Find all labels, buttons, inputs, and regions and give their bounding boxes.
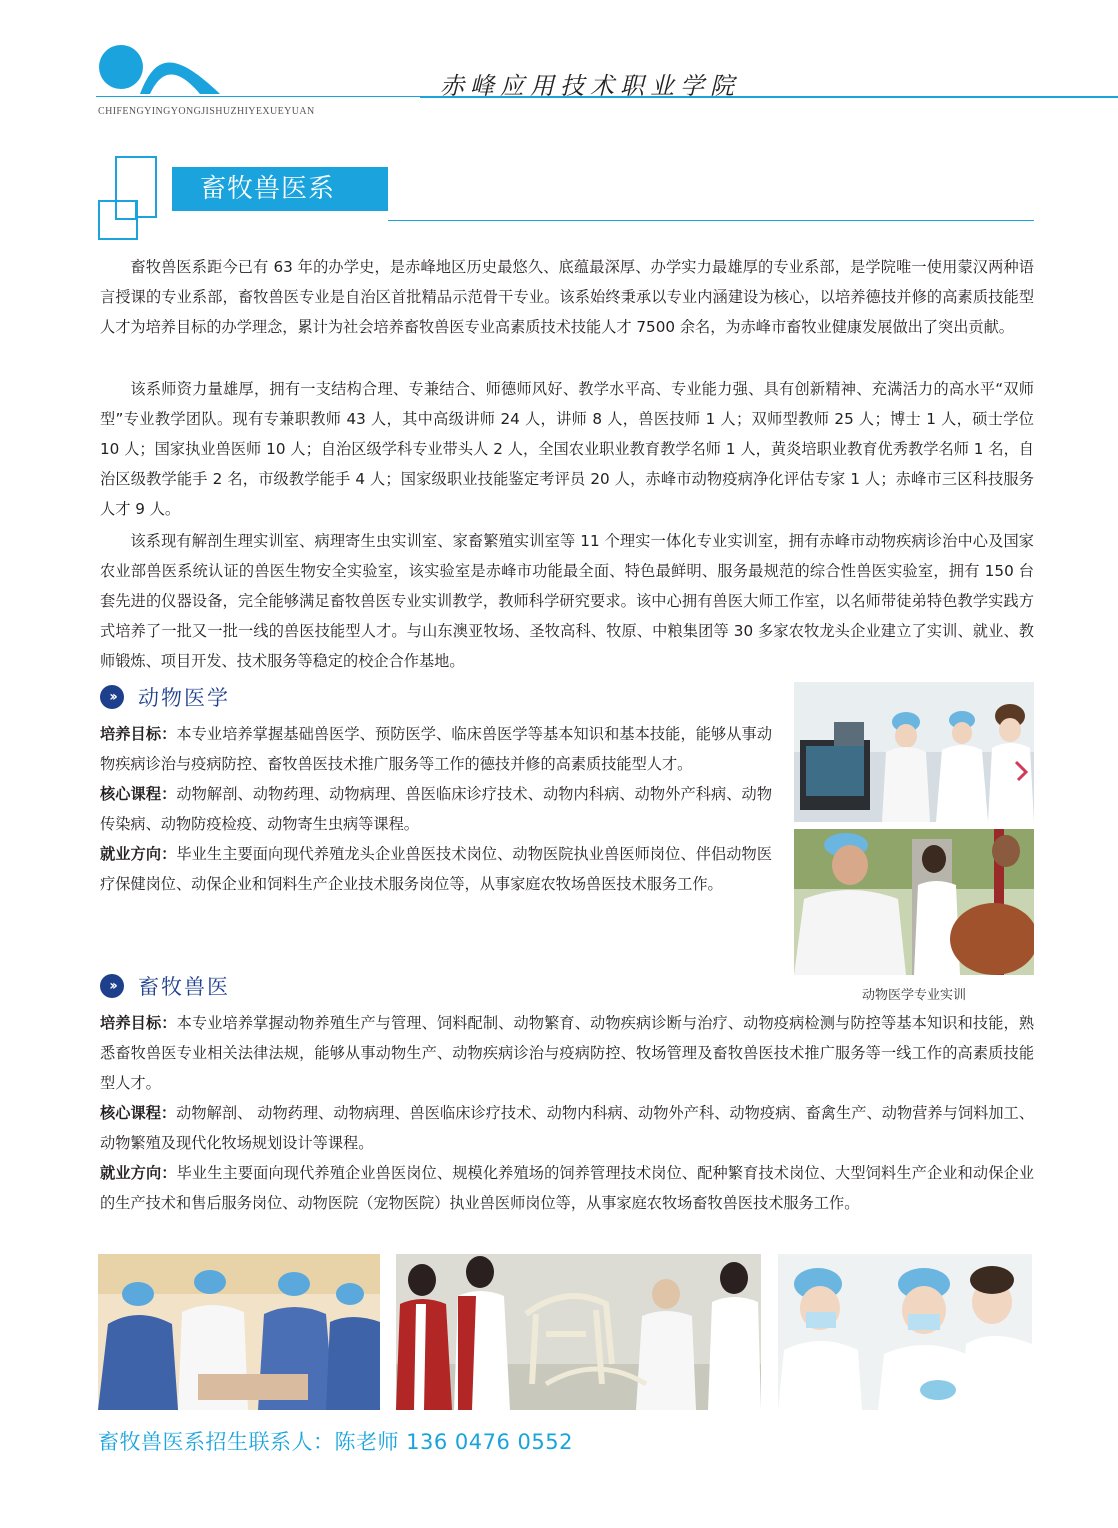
courses-text: 动物解剖、动物药理、动物病理、兽医临床诊疗技术、动物内科病、动物外产科病、动物传染病、动物防疫检疫、动物寄生虫病等课程。 (100, 785, 773, 833)
jobs-label: 就业方向： (100, 1164, 177, 1182)
school-logo (96, 42, 426, 98)
courses-text: 动物解剖、 动物药理、动物病理、兽医临床诊疗技术、动物内科病、动物外产科、动物疫病、畜禽生产、动物营养与饲料加工、动物繁殖及现代化牧场规划设计等课程。 (100, 1104, 1035, 1152)
intro-paragraph: 该系现有解剖生理实训室、病理寄生虫实训室、家畜繁殖实训室等 11 个理实一体化专业实训室，拥有赤峰市动物疾病诊治中心及国家农业部兽医系统认证的兽医生物安全实验室，该实验室是赤峰市功能最全面、特色最鲜明、服务最规范的综合性兽医实验室，拥有 150 台套先进的仪器设备，完全能够满足畜牧兽医专业实训教学，教师科学研究要求。该中心拥有兽医大师工作室，以名师带徒弟特色教学实践方式培养了一批又一批一线的兽医技能型人才。与山东澳亚牧场、圣牧高科、牧原、中粮集团等 30 多家农牧龙头企业建立了实训、就业、教师锻炼、项目开发、技术服务等稳定的校企合作基地。 (100, 532, 1034, 670)
jobs-text: 毕业生主要面向现代养殖企业兽医岗位、规模化养殖场的饲养管理技术岗位、配种繁育技术岗位、大型饲料生产企业和动保企业的生产技术和售后服务岗位、动物医院（宠物医院）执业兽医师岗位等，从事家庭农牧场畜牧兽医技术服务工作。 (100, 1164, 1035, 1212)
double-chevron-icon: ›› (100, 974, 124, 998)
header-rule-left (96, 96, 426, 97)
major-description (100, 719, 772, 899)
major-heading (100, 682, 230, 712)
goal-text: 本专业培养掌握基础兽医学、预防医学、临床兽医学等基本知识和基本技能，能够从事动物疾病诊治与疫病防控、畜牧兽医技术推广服务等工作的德技并修的高素质技能型人才。 (100, 725, 773, 773)
courses-label: 核心课程： (100, 785, 177, 803)
major-courses (100, 1098, 1034, 1158)
double-chevron-icon: ›› (100, 685, 124, 709)
jobs-label: 就业方向： (100, 845, 177, 863)
major-jobs (100, 1158, 1034, 1218)
title-decoration (115, 200, 137, 220)
major-title: 动物医学 (138, 686, 230, 710)
school-name: 赤峰应用技术职业学院 (440, 72, 740, 100)
goal-text: 本专业培养掌握动物养殖生产与管理、饲料配制、动物繁育、动物疾病诊断与治疗、动物疫病检测与防控等基本知识和技能，熟悉畜牧兽医专业相关法律法规，能够从事动物生产、动物疾病诊治与疫病防控、牧场管理及畜牧兽医技术推广服务等一线工作的高素质技能型人才。 (100, 1014, 1035, 1092)
major-title: 畜牧兽医 (138, 975, 230, 999)
students-lab-photo (778, 1254, 1032, 1410)
intro-paragraph: 该系师资力量雄厚，拥有一支结构合理、专兼结合、师德师风好、教学水平高、专业能力强、具有创新精神、充满活力的高水平“双师型”专业教学团队。现有专兼职教师 43 人，其中高级讲师 24 人，讲师 8 人，兽医技师 1 人；双师型教师 25 人；博士 1 人，硕士学位 10 人；国家执业兽医师 10 人；自治区级学科专业带头人 2 人，全国农业职业教育教学名师 1 人，黄炎培职业教育优秀教学名师 1 名，自治区级教学能手 2 名，市级教学能手 4 人；国家级职业技能鉴定考评员 20 人，赤峰市动物疫病净化评估专家 1 人；赤峰市三区科技服务人才 9 人。 (100, 380, 1034, 518)
vet-practice-photo (794, 829, 1034, 975)
enrollment-contact: 畜牧兽医系招生联系人：陈老师 136 0476 0552 (98, 1430, 573, 1454)
jobs-text: 毕业生主要面向现代养殖龙头企业兽医技术岗位、动物医院执业兽医师岗位、伴侣动物医疗保健岗位、动保企业和饲料生产企业技术服务岗位等，从事家庭农牧场兽医技术服务工作。 (100, 845, 773, 893)
goal-label: 培养目标： (100, 1014, 177, 1032)
lab-photo (794, 682, 1034, 822)
major-goal (100, 1008, 1034, 1098)
surgery-photo (98, 1254, 380, 1410)
courses-label: 核心课程： (100, 1104, 177, 1122)
school-pinyin: CHIFENGYINGYONGJISHUZHIYEXUEYUAN (98, 106, 315, 117)
major-description (100, 1008, 1034, 1218)
major-jobs (100, 839, 772, 899)
goal-label: 培养目标： (100, 725, 177, 743)
major-heading (100, 971, 230, 1001)
photo-caption: 动物医学专业实训 (861, 988, 966, 1003)
skeleton-photo (396, 1254, 761, 1410)
title-rule (388, 220, 1034, 221)
major-goal (100, 719, 772, 779)
intro-paragraph: 畜牧兽医系距今已有 63 年的办学史，是赤峰地区历史最悠久、底蕴最深厚、办学实力最雄厚的专业系部，是学院唯一使用蒙汉两种语言授课的专业系部，畜牧兽医专业是自治区首批精品示范骨干专业。该系始终秉承以专业内涵建设为核心，以培养德技并修的高素质技能型人才为培养目标的办学理念，累计为社会培养畜牧兽医专业高素质技术技能人才 7500 余名，为赤峰市畜牧业健康发展做出了突出贡献。 (100, 258, 1034, 336)
section-title: 畜牧兽医系 (172, 167, 388, 211)
major-courses (100, 779, 772, 839)
